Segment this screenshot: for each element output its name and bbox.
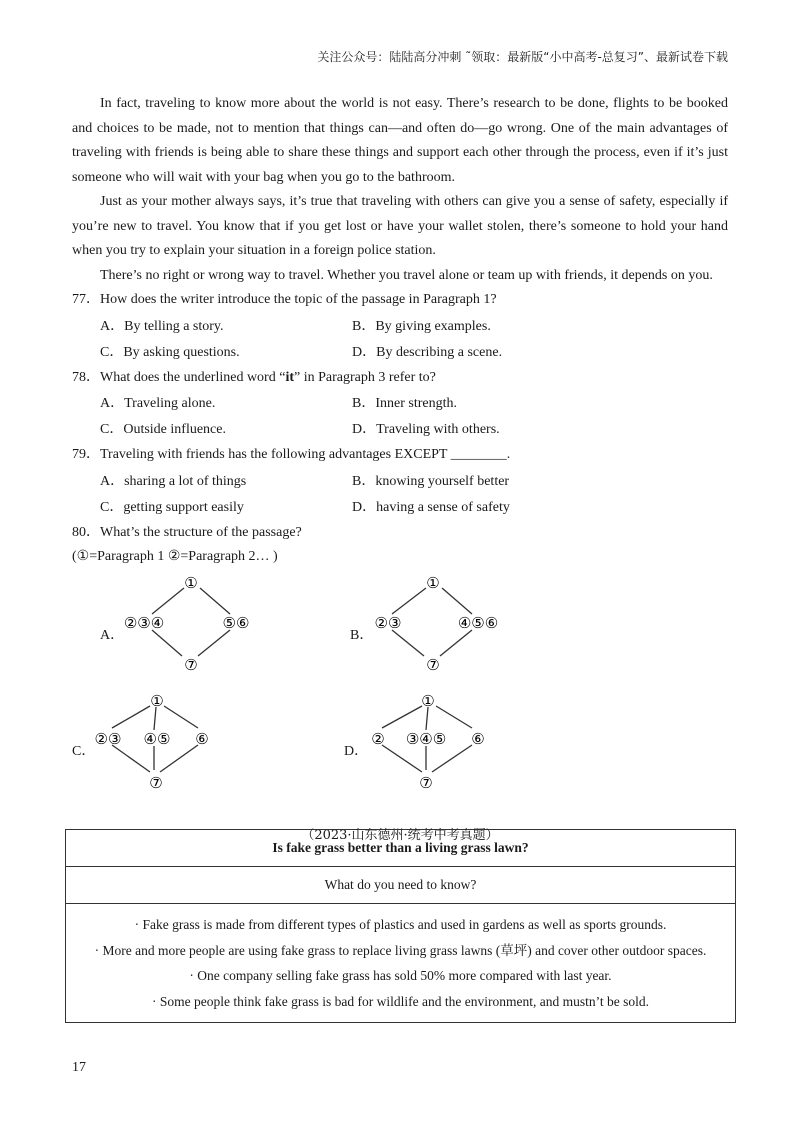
question-77-option-d[interactable]: D．By describing a scene. <box>352 344 503 360</box>
diagram-c-node-top: ① <box>150 691 164 710</box>
question-77-option-c[interactable]: C．By asking questions. <box>100 344 240 360</box>
question-79-option-b[interactable]: B．knowing yourself better <box>352 473 510 489</box>
diagram-c-line-6 <box>160 745 198 772</box>
diagram-a-node-right: ⑤⑥ <box>222 613 250 632</box>
source-citation: （2023·山东德州·统考中考真题） <box>301 827 499 843</box>
diagram-b-node-right: ④⑤⑥ <box>457 613 499 632</box>
question-78-stem-start: 78．What does the underlined word “ <box>72 369 286 385</box>
diagram-b-node-bottom: ⑦ <box>426 655 440 674</box>
diagram-d-node-left: ② <box>371 729 385 748</box>
diagram-d-line-1 <box>382 706 422 728</box>
question-77-options <box>100 314 728 366</box>
question-78-option-c[interactable]: C．Outside influence. <box>100 422 226 437</box>
diagram-d-node-right: ⑥ <box>471 729 485 748</box>
diagram-d-line-4 <box>382 745 422 772</box>
diagram-b-node-top: ① <box>426 573 440 592</box>
diagram-b-line-4 <box>440 630 472 656</box>
diagram-d-letter[interactable]: D． <box>344 743 369 759</box>
diagram-b-node-left: ②③ <box>374 613 402 632</box>
passage-paragraph-1: In fact, traveling to know more about the world is not easy. There’s research to be done, flights to be booked and choices to be made, not to mention that things can—and often do—go wrong. One of the main advantages of traveling with friends is being able to share these things and support each other through the process, even if it’s just someone who will wait with your bag when you go to the bathroom. <box>72 96 728 185</box>
question-79-option-c[interactable]: C．getting support easily <box>100 499 244 515</box>
diagram-c-line-4 <box>112 745 150 772</box>
diagram-d-node-bottom: ⑦ <box>419 773 433 792</box>
diagram-c-node-left: ②③ <box>94 729 122 748</box>
info-table-row-body <box>66 904 736 1023</box>
diagram-d-line-6 <box>432 745 472 772</box>
info-table-title: Is fake grass better than a living grass lawn? <box>66 830 736 867</box>
diagram-d <box>368 690 498 800</box>
question-78-option-b[interactable]: B．Inner strength. <box>352 396 457 411</box>
diagram-d-node-mid: ③④⑤ <box>405 729 447 748</box>
page-header: 关注公众号：陆陆高分冲刺 ˜领取：最新版“小中高考-总复习”、最新试卷下载 <box>317 50 728 64</box>
diagram-a <box>120 572 260 682</box>
diagram-c-line-1 <box>112 706 150 728</box>
diagram-a-node-left: ②③④ <box>123 613 165 632</box>
diagram-b-line-1 <box>392 588 426 614</box>
diagram-c-node-mid: ④⑤ <box>143 729 171 748</box>
question-79-stem: 79．Traveling with friends has the following advantages EXCEPT ________. <box>72 447 511 462</box>
question-78-keyword: it <box>285 369 295 385</box>
info-table <box>65 829 736 1023</box>
info-table-row-title <box>66 830 736 867</box>
diagram-c-node-bottom: ⑦ <box>149 773 163 792</box>
question-77-option-a[interactable]: A．By telling a story. <box>100 318 224 334</box>
question-78-option-a[interactable]: A．Traveling alone. <box>100 396 216 411</box>
passage-paragraph-2: Just as your mother always says, it’s true that traveling with others can give you a sense of safety, especially if you’re new to travel. You know that if you get lost or have your wallet stolen, there’s someone to hold your hand when you try to explain your situation in a foreign police station. <box>72 194 728 258</box>
diagram-c <box>94 690 224 800</box>
diagram-c-node-right: ⑥ <box>195 729 209 748</box>
question-79-option-d[interactable]: D．having a sense of safety <box>352 499 510 515</box>
diagram-b-letter[interactable]: B． <box>350 627 374 643</box>
passage-paragraph-3: There’s no right or wrong way to travel. Whether you travel alone or team up with friends, it depends on you. <box>100 267 713 283</box>
diagram-a-letter[interactable]: A． <box>100 627 125 643</box>
info-table-body <box>66 904 736 1023</box>
diagram-a-node-top: ① <box>184 573 198 592</box>
diagram-c-line-3 <box>164 706 198 728</box>
diagram-c-letter[interactable]: C． <box>72 743 96 759</box>
structure-diagrams <box>72 572 728 818</box>
diagram-a-line-1 <box>152 588 184 614</box>
info-bullet-2: · More and more people are using fake grass to replace living grass lawns (草坪) and cover other outdoor spaces. <box>94 942 707 958</box>
question-77-stem: 77．How does the writer introduce the topic of the passage in Paragraph 1? <box>72 292 497 307</box>
question-78-stem <box>72 366 728 391</box>
diagram-d-node-top: ① <box>421 691 435 710</box>
diagram-a-line-2 <box>200 588 230 614</box>
diagram-b-line-2 <box>442 588 472 614</box>
diagram-d-line-3 <box>436 706 472 728</box>
diagram-c-line-2 <box>154 707 156 730</box>
page-content <box>72 92 728 848</box>
question-80-note: (①=Paragraph 1 ②=Paragraph 2… ) <box>72 549 278 564</box>
info-bullet-4: · Some people think fake grass is bad for wildlife and the environment, and mustn’t be sold. <box>152 993 649 1009</box>
question-78-options <box>100 391 728 443</box>
question-77-option-b[interactable]: B．By giving examples. <box>352 318 491 334</box>
diagram-b-line-3 <box>392 630 424 656</box>
question-79-option-a[interactable]: A．sharing a lot of things <box>100 473 247 489</box>
diagram-d-line-2 <box>426 707 428 730</box>
question-80-stem: 80．What’s the structure of the passage? <box>72 524 302 540</box>
diagram-a-node-bottom: ⑦ <box>184 655 198 674</box>
info-bullet-3: · One company selling fake grass has sold 50% more compared with last year. <box>189 968 612 983</box>
question-79-options <box>100 469 728 521</box>
info-table-row-subtitle <box>66 867 736 904</box>
info-bullet-1: · Fake grass is made from different types of plastics and used in gardens as well as sports grounds. <box>134 917 667 932</box>
question-78-option-d[interactable]: D．Traveling with others. <box>352 422 500 437</box>
diagram-a-line-4 <box>198 630 230 656</box>
info-table-subtitle: What do you need to know? <box>66 867 736 904</box>
diagram-a-line-3 <box>152 630 182 656</box>
diagram-b <box>370 572 510 682</box>
page-number: 17 <box>72 1060 86 1075</box>
question-78-stem-end: ” in Paragraph 3 refer to? <box>294 369 436 385</box>
